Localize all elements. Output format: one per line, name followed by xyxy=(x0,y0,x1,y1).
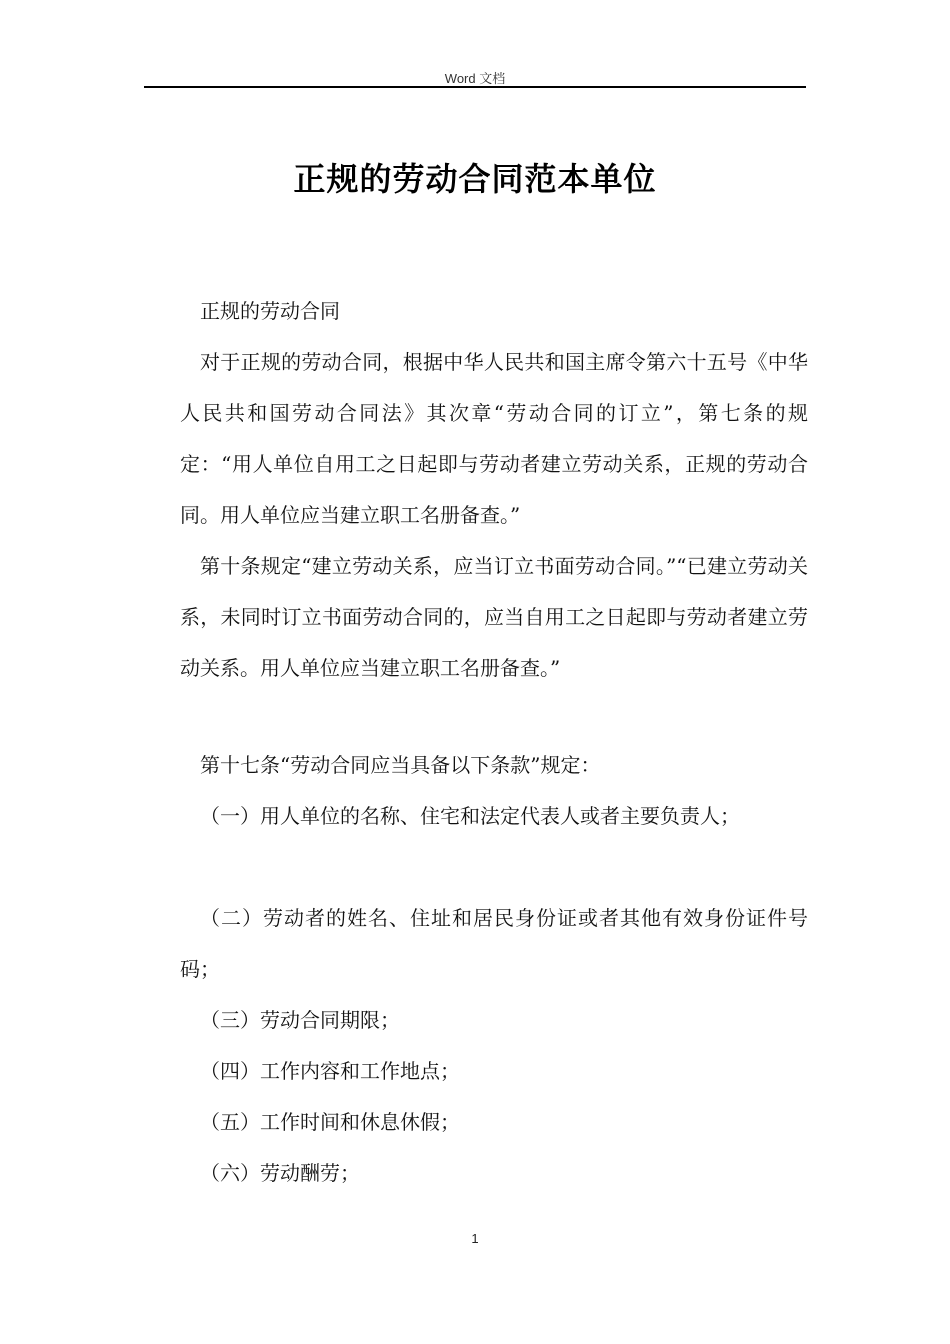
paragraph: 第十条规定“建立劳动关系，应当订立书面劳动合同。”“已建立劳动关系，未同时订立书面劳动合同的，应当自用工之日起即与劳动者建立劳动关系。用人单位应当建立职工名册备查。” xyxy=(180,554,808,680)
paragraph: 对于正规的劳动合同，根据中华人民共和国主席令第六十五号《中华人民共和国劳动合同法》其次章“劳动合同的订立”，第七条的规定：“用人单位自用工之日起即与劳动者建立劳动关系，正规的劳动合同。用人单位应当建立职工名册备查。” xyxy=(180,350,808,527)
page-number: 1 xyxy=(471,1231,479,1246)
list-item: （六）劳动酬劳； xyxy=(200,1161,360,1185)
document-title: 正规的劳动合同范本单位 xyxy=(293,160,657,198)
document-body xyxy=(180,286,808,1199)
list-item: （一）用人单位的名称、住宅和法定代表人或者主要负责人； xyxy=(200,804,740,828)
paragraph: 第十七条“劳动合同应当具备以下条款”规定： xyxy=(200,753,601,777)
paragraph-heading: 正规的劳动合同 xyxy=(200,299,340,323)
list-item: （五）工作时间和休息休假； xyxy=(200,1110,460,1134)
header-divider xyxy=(144,86,806,88)
page-header-label: Word 文档 xyxy=(444,71,506,86)
list-item: （三）劳动合同期限； xyxy=(200,1008,400,1032)
list-item: （四）工作内容和工作地点； xyxy=(200,1059,460,1083)
list-item: （二）劳动者的姓名、住址和居民身份证或者其他有效身份证件号码； xyxy=(180,906,808,981)
